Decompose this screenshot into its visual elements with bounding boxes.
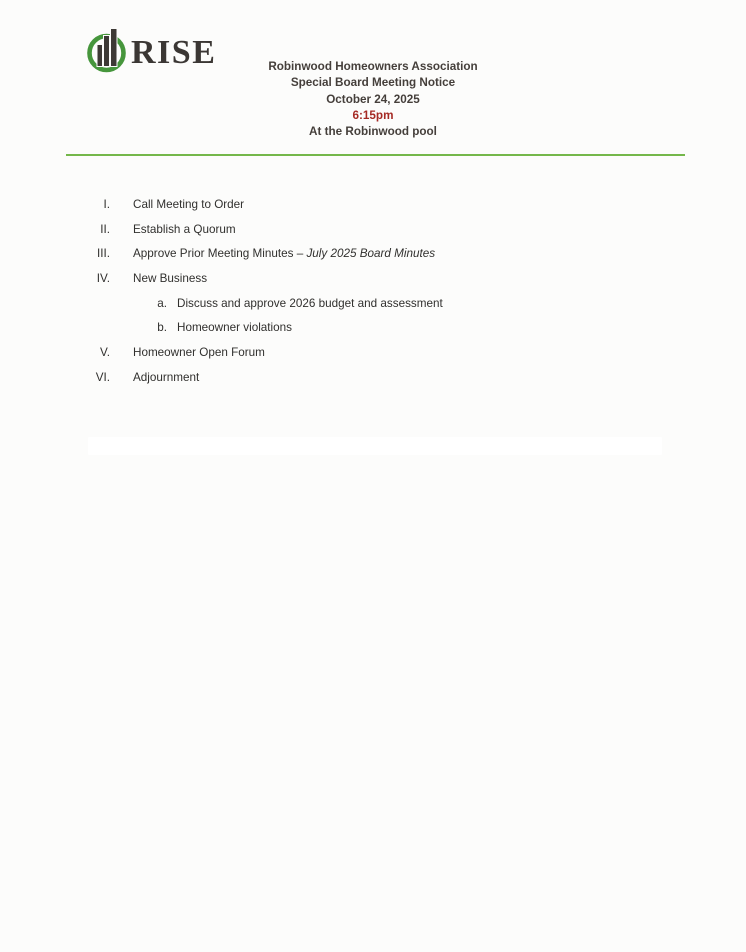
association-name: Robinwood Homeowners Association <box>268 60 478 73</box>
agenda-item-approve-minutes <box>66 247 686 272</box>
agenda-item-call-to-order <box>66 198 686 223</box>
agenda-item-label: Homeowner Open Forum <box>133 346 265 360</box>
agenda-subitem-letter: a. <box>157 296 167 310</box>
agenda-item-label: Adjournment <box>133 370 200 384</box>
agenda-item-new-business <box>66 272 686 297</box>
agenda-numeral: III. <box>97 247 110 261</box>
agenda-numeral: IV. <box>96 272 110 286</box>
agenda-subitem-letter: b. <box>157 321 167 335</box>
agenda-subitem-budget <box>66 297 686 322</box>
meeting-notice-header <box>0 59 746 140</box>
agenda-item-label: Call Meeting to Order <box>133 198 245 211</box>
meeting-date: October 24, 2025 <box>326 92 420 106</box>
agenda-item-label-prefix: Approve Prior Meeting Minutes – <box>133 247 307 261</box>
notice-title: Special Board Meeting Notice <box>290 76 456 90</box>
agenda-item-adjournment <box>66 371 686 396</box>
agenda-subitem-label: Homeowner violations <box>177 321 292 335</box>
faint-highlight-band <box>88 437 662 455</box>
logo-wordmark: RISE <box>131 34 217 71</box>
agenda-item-label <box>133 247 435 261</box>
green-divider-rule <box>66 154 685 156</box>
agenda-numeral: V. <box>100 346 110 360</box>
meeting-time: 6:15pm <box>352 108 394 122</box>
agenda-subitem-label: Discuss and approve 2026 budget and assessment <box>177 296 443 310</box>
agenda-subitem-violations <box>66 321 686 346</box>
agenda-item-open-forum <box>66 346 686 371</box>
agenda-list <box>66 198 686 396</box>
agenda-item-label: Establish a Quorum <box>133 222 236 236</box>
agenda-item-label: New Business <box>133 272 208 286</box>
agenda-item-label-italic: July 2025 Board Minutes <box>306 247 436 261</box>
meeting-location: At the Robinwood pool <box>309 125 437 139</box>
agenda-numeral: I. <box>103 198 110 211</box>
agenda-numeral: II. <box>100 222 110 236</box>
agenda-numeral: VI. <box>95 370 110 384</box>
agenda-item-establish-quorum <box>66 223 686 248</box>
